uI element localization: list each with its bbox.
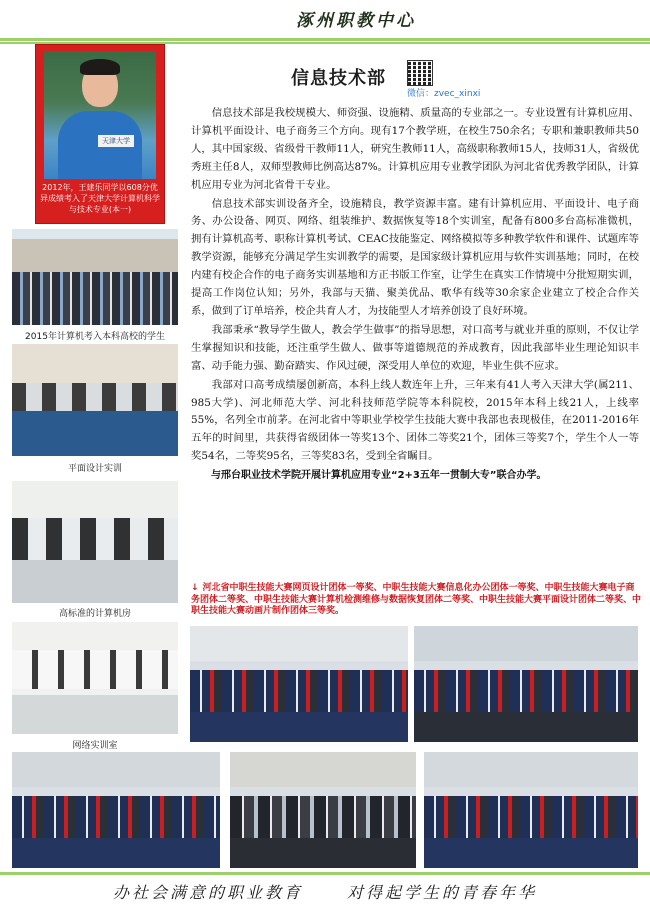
photo-bg bbox=[190, 626, 408, 661]
photo-crowd bbox=[12, 272, 178, 325]
students-photo bbox=[12, 229, 178, 325]
header-rule bbox=[0, 38, 650, 41]
paragraph-cooperation: 与邢台职业技术学院开展计算机应用专业“2+3五年一贯制大专”联合办学。 bbox=[211, 470, 547, 482]
qr-code-icon bbox=[407, 60, 433, 86]
team-photo-4 bbox=[230, 752, 416, 868]
portrait-hair bbox=[80, 59, 120, 75]
team-photo-5 bbox=[424, 752, 638, 868]
design-caption: 平面设计实训 bbox=[67, 464, 122, 474]
portrait-caption: 2012年，王建乐同学以608分优异成绩考入了天津大学计算机科学与技术专业(本一) bbox=[40, 183, 160, 214]
photo-students bbox=[12, 411, 178, 456]
photo-bg4 bbox=[230, 752, 416, 787]
photo-front-row bbox=[190, 712, 408, 742]
network-caption: 网络实训室 bbox=[72, 741, 118, 751]
photo-front-row4 bbox=[230, 838, 416, 868]
footer-rule bbox=[0, 872, 650, 875]
footer-slogan-left: 办社会满意的职业教育 bbox=[112, 883, 303, 902]
lab-caption: 高标准的计算机房 bbox=[58, 609, 131, 619]
portrait-photo bbox=[44, 51, 156, 179]
photo-computers bbox=[12, 518, 178, 567]
arrow-down-icon: ↓ bbox=[191, 583, 199, 593]
header bbox=[0, 0, 650, 40]
photo-equipment bbox=[12, 650, 178, 689]
portrait-badge: 天津大学 bbox=[98, 135, 134, 147]
department-body bbox=[191, 105, 639, 485]
photo-front-row3 bbox=[12, 838, 220, 868]
paragraph-philosophy: 我部秉承“教导学生做人，教会学生做事”的指导思想，对口高考与就业并重的原则，不仅让学生掌握知识和技能，还注重学生做人、做事等道德规范的养成教育，因此我部毕业生理论知识丰富、动手能力强、勤奋踏实、作风过硬，深受用人单位的欢迎，毕业生供不应求。 bbox=[191, 323, 639, 372]
photo-front-row5 bbox=[424, 838, 638, 868]
photo-bg5 bbox=[424, 752, 638, 787]
photo-front-row2 bbox=[414, 712, 638, 742]
wechat-id: 微信：zvec_xinxi bbox=[407, 89, 481, 99]
photo-floor2 bbox=[12, 695, 178, 734]
network-photo bbox=[12, 622, 178, 734]
portrait-frame bbox=[35, 44, 165, 224]
students-caption: 2015年计算机考入本科高校的学生 bbox=[25, 332, 165, 342]
footer-slogan-right: 对得起学生的青春年华 bbox=[347, 883, 538, 902]
awards-note bbox=[191, 583, 641, 618]
paragraph-facilities: 信息技术部实训设备齐全，设施精良，教学资源丰富。建有计算机应用、平面设计、电子商务、办公设备、网页、网络、组装维护、数据恢复等18个实训室，配备有800多台高标准微机，拥有计算机高考、职称计算机考试、CEAC技能鉴定、网络模拟等多种教学软件和课件、试题库等教学资源，能够充分满足学生实训教学的需要，是国家级计算机应用与软件实训基地；同时，在校内建有校企合作的电子商务实训基地和方正书版工作室，让学生在真实工作情境中分批短期实训，提高工作岗位认知；另外，我部与天猫、聚美优品、歌华有线等30余家企业建立了校企合作关系，做到了订单培养，校企共育人才，为技能型人才培养创设了良好环境。 bbox=[191, 197, 639, 317]
department-title: 信息技术部 bbox=[291, 68, 386, 89]
team-photo-1 bbox=[190, 626, 408, 742]
photo-bg2 bbox=[414, 626, 638, 661]
design-photo bbox=[12, 344, 178, 456]
awards-text: 河北省中职生技能大赛网页设计团体一等奖、中职生技能大赛信息化办公团体一等奖、中职生技能大赛电子商务团体二等奖、中职生技能大赛计算机检测维修与数据恢复团体二等奖、中职生技能大赛平面设计团体二等奖、中职生技能大赛动画片制作团体三等奖。 bbox=[191, 583, 642, 616]
header-title: 涿州职教中心 bbox=[296, 11, 416, 31]
footer-slogan bbox=[0, 880, 650, 906]
team-photo-3 bbox=[12, 752, 220, 868]
lab-photo bbox=[12, 481, 178, 603]
team-photo-2 bbox=[414, 626, 638, 742]
paragraph-achievements: 我部对口高考成绩屡创新高，本科上线人数连年上升，三年来有41人考入天津大学(属211、985大学)、河北师范大学、河北科技师范学院等本科院校，2015年本科上线21人，上线率55%，名列全市前茅。在河北省中等职业学校学生技能大赛中我部也表现极佳，在2011-2016年五年的时间里，共获得省级团体一等奖13个、团体二等奖21个，团体三等奖7个，学生个人一等奖54名，二等奖95名，三等奖83名，受到全省瞩目。 bbox=[191, 378, 639, 463]
photo-floor bbox=[12, 560, 178, 603]
photo-bg3 bbox=[12, 752, 220, 787]
paragraph-intro: 信息技术部是我校规模大、师资强、设施精、质量高的专业部之一。专业设置有计算机应用、计算机平面设计、电子商务三个方向。现有17个教学班，在校生750余名；专职和兼职教师共50人，其中国家级、省级骨干教师11人，研究生教师11人，高级职称教师15人，技师31人，省级优秀班主任8人，双师型教师比例高达87%。计算机应用专业教学团队为河北省优秀教学团队，计算机应用专业为河北省骨干专业。 bbox=[191, 107, 639, 191]
